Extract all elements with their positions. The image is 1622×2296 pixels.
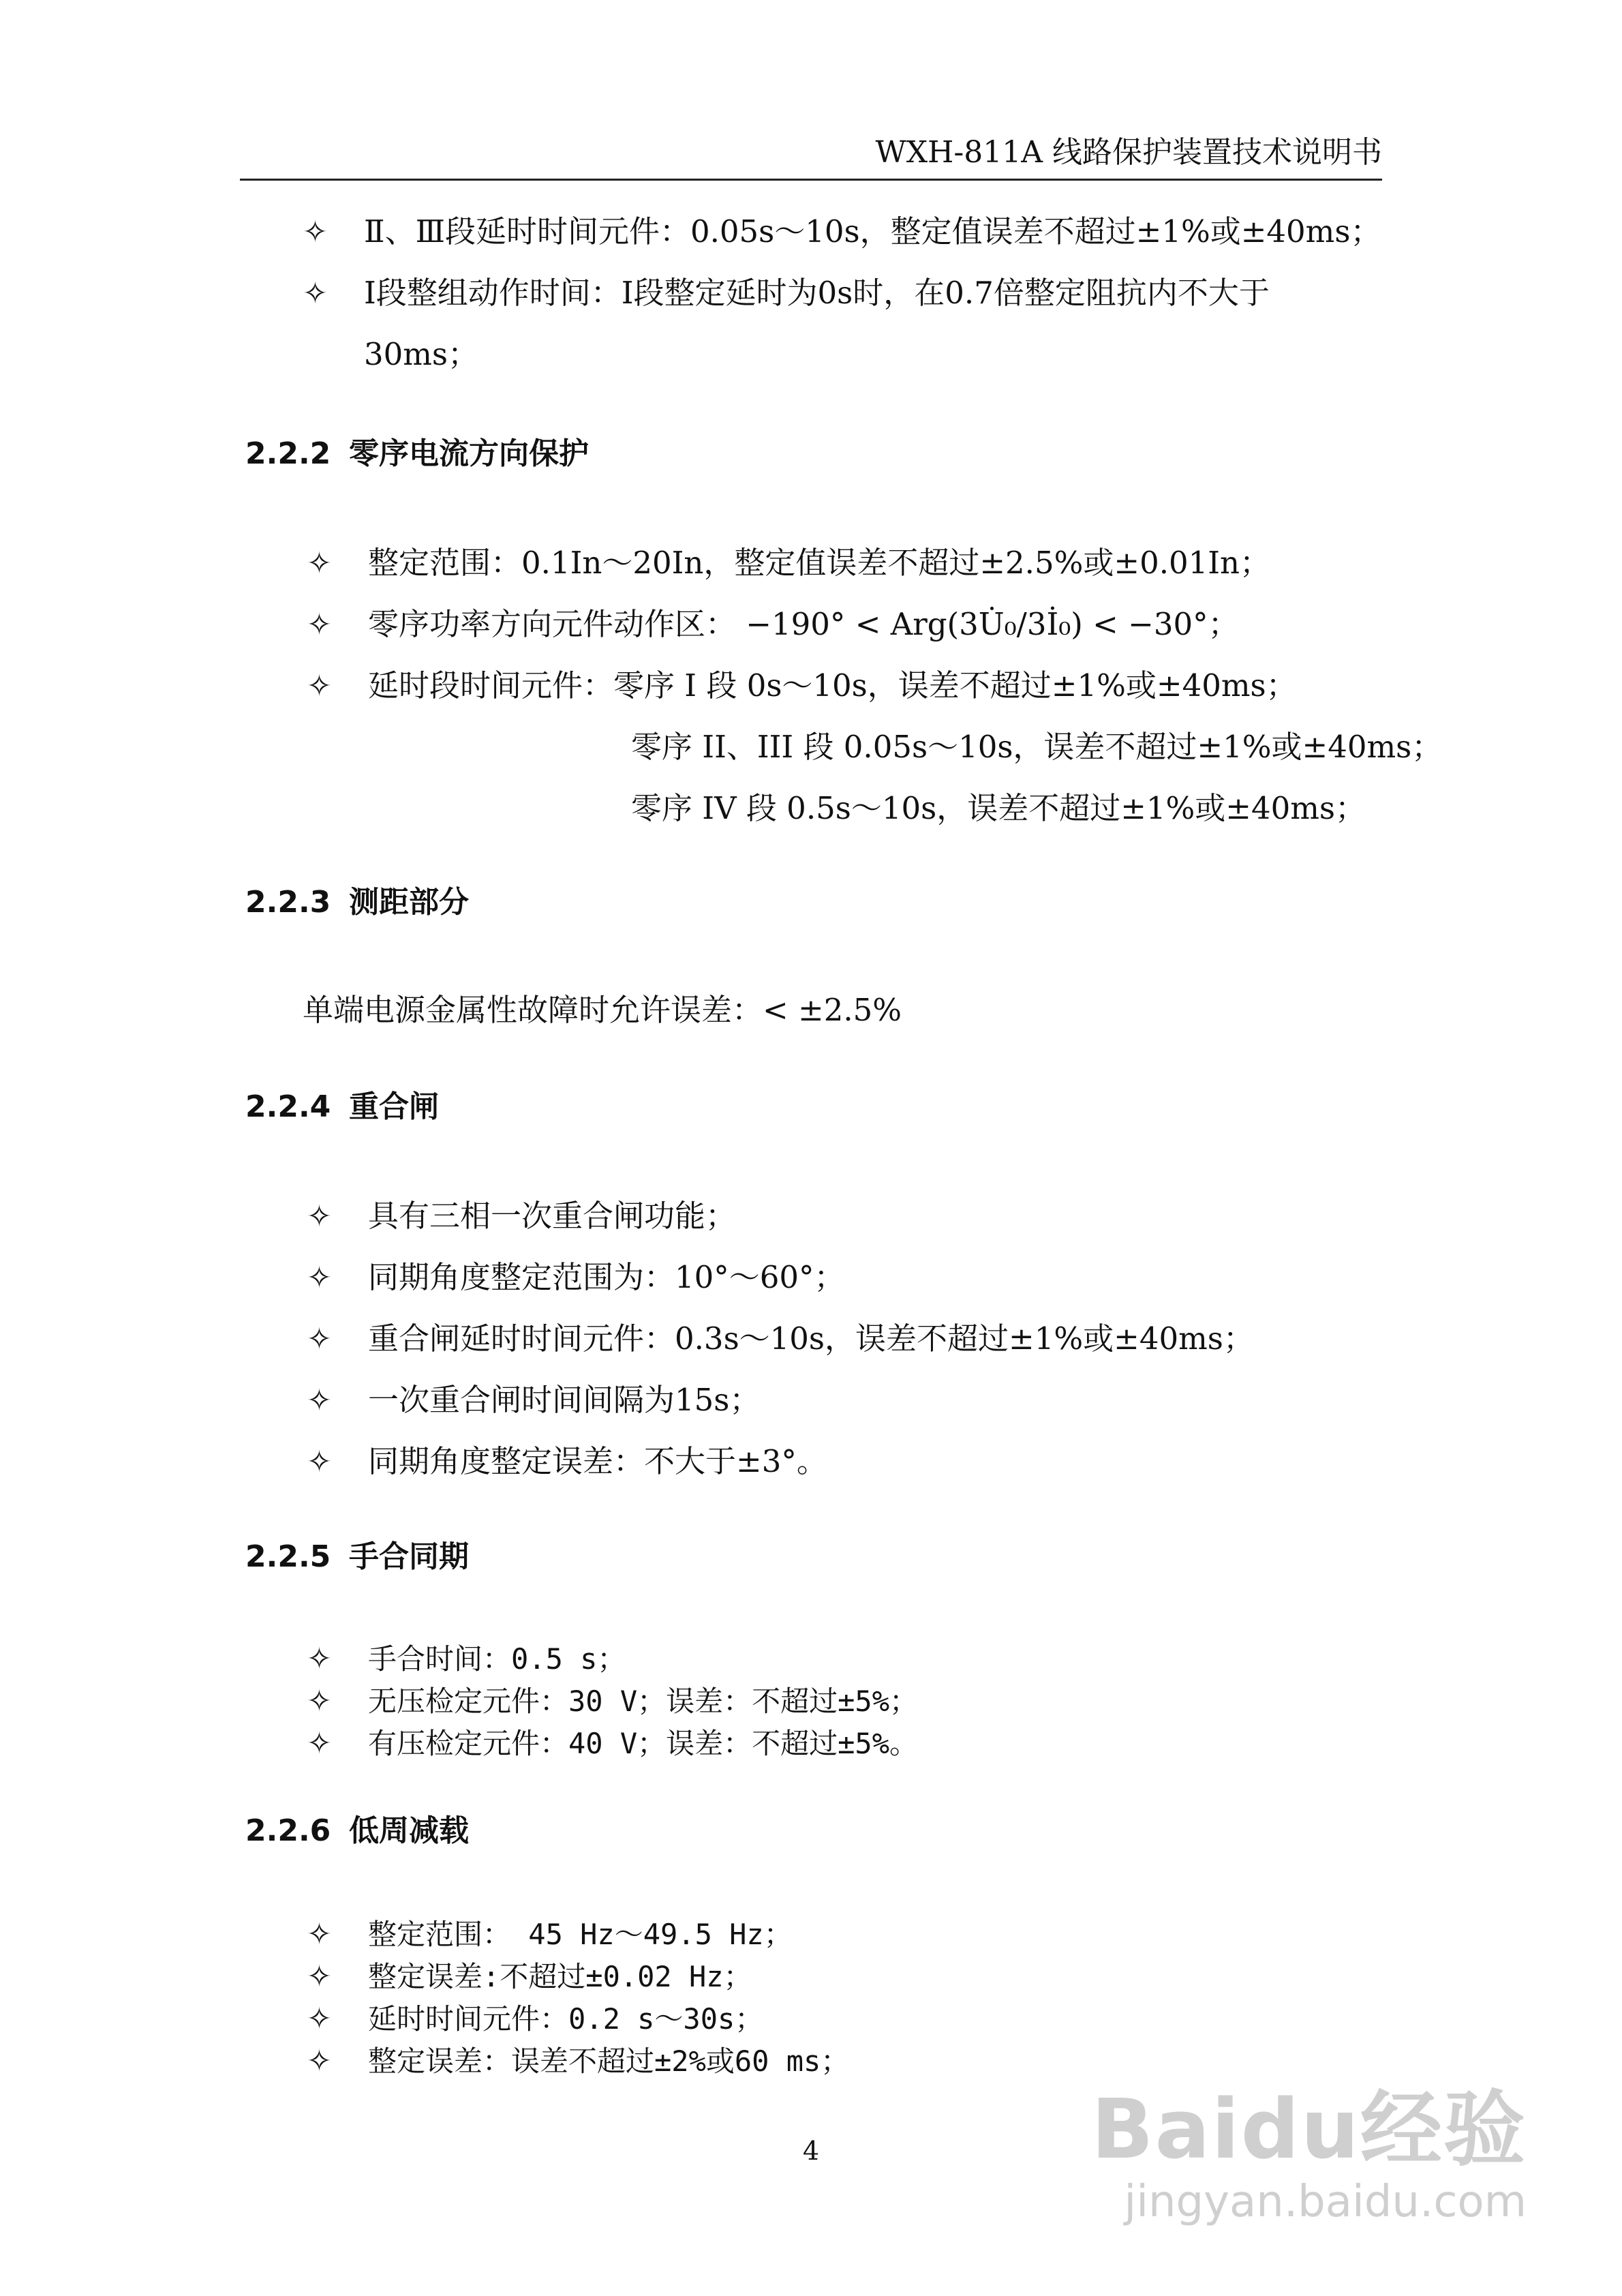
diamond-bullet-icon: ✧: [307, 2002, 332, 2036]
list-item-continuation: 零序 II、III 段 0.05s～10s，误差不超过±1%或±40ms；: [631, 729, 1443, 765]
list-item: ✧ 延时时间元件：0.2 s～30s；: [307, 1999, 763, 2040]
section-heading: 2.2.2 零序电流方向保护: [245, 436, 589, 471]
page-number: 4: [802, 2136, 820, 2166]
diamond-bullet-icon: ✧: [307, 1726, 332, 1761]
diamond-bullet-icon: ✧: [307, 1199, 332, 1234]
section-heading: 2.2.3 测距部分: [245, 885, 469, 920]
list-item: ✧ 手合时间：0.5 s；: [307, 1639, 626, 1680]
document-header-title: WXH-811A 线路保护装置技术说明书: [875, 135, 1382, 170]
diamond-bullet-icon: ✧: [307, 1383, 332, 1418]
list-item: ✧ 重合闸延时时间元件：0.3s～10s，误差不超过±1%或±40ms；: [307, 1318, 1254, 1360]
diamond-bullet-icon: ✧: [307, 669, 332, 704]
diamond-bullet-icon: ✧: [307, 1642, 332, 1676]
diamond-bullet-icon: ✧: [307, 546, 332, 581]
diamond-bullet-icon: ✧: [307, 2044, 332, 2079]
diamond-bullet-icon: ✧: [303, 215, 328, 250]
baidu-watermark: [1091, 2083, 1527, 2229]
baidu-logo: Baidu经验: [1091, 2083, 1527, 2177]
list-item: ✧ Ⅱ、Ⅲ段延时时间元件：0.05s～10s，整定值误差不超过±1%或±40ms；: [303, 211, 1381, 253]
list-item: ✧ 同期角度整定范围为：10°～60°；: [307, 1257, 845, 1299]
section-heading: 2.2.6 低周减载: [245, 1813, 469, 1848]
section-heading: 2.2.5 手合同期: [245, 1539, 469, 1574]
header-divider: [240, 179, 1382, 181]
list-item: ✧ 有压检定元件：40 V；误差：不超过±5%。: [307, 1723, 918, 1764]
list-item-continuation: 30ms；: [364, 336, 479, 372]
list-item: ✧ 无压检定元件：30 V；误差：不超过±5%；: [307, 1681, 918, 1722]
list-item: ✧ 具有三相一次重合闸功能；: [307, 1196, 736, 1237]
list-item: ✧ 零序功率方向元件动作区： −190° < Arg(3U̇₀/3İ₀) < −30°；: [307, 604, 1239, 646]
diamond-bullet-icon: ✧: [307, 1322, 332, 1357]
watermark-url: jingyan.baidu.com: [1124, 2177, 1527, 2227]
list-item: ✧ 同期角度整定误差：不大于±3°。: [307, 1441, 827, 1483]
diamond-bullet-icon: ✧: [307, 607, 332, 642]
list-item: ✧ Ⅰ段整组动作时间：Ⅰ段整定延时为0s时，在0.7倍整定阻抗内不大于: [303, 273, 1270, 314]
list-item: ✧ 整定范围： 45 Hz～49.5 Hz；: [307, 1914, 793, 1955]
list-item: ✧ 整定范围：0.1In～20In，整定值误差不超过±2.5%或±0.01In；: [307, 543, 1270, 584]
diamond-bullet-icon: ✧: [307, 1684, 332, 1719]
list-item-continuation: 零序 IV 段 0.5s～10s，误差不超过±1%或±40ms；: [631, 790, 1366, 826]
diamond-bullet-icon: ✧: [307, 1959, 332, 1994]
list-item: ✧ 延时段时间元件：零序 I 段 0s～10s，误差不超过±1%或±40ms；: [307, 665, 1297, 707]
list-item: ✧ 整定误差：误差不超过±2%或60 ms；: [307, 2041, 849, 2082]
diamond-bullet-icon: ✧: [307, 1917, 332, 1952]
list-item: ✧ 一次重合闸时间间隔为15s；: [307, 1380, 760, 1421]
section-heading: 2.2.4 重合闸: [245, 1089, 439, 1124]
diamond-bullet-icon: ✧: [307, 1445, 332, 1479]
diamond-bullet-icon: ✧: [307, 1260, 332, 1295]
paragraph: 单端电源金属性故障时允许误差：< ±2.5%: [303, 992, 902, 1028]
list-item: ✧ 整定误差:不超过±0.02 Hz；: [307, 1957, 752, 1997]
diamond-bullet-icon: ✧: [303, 276, 328, 311]
